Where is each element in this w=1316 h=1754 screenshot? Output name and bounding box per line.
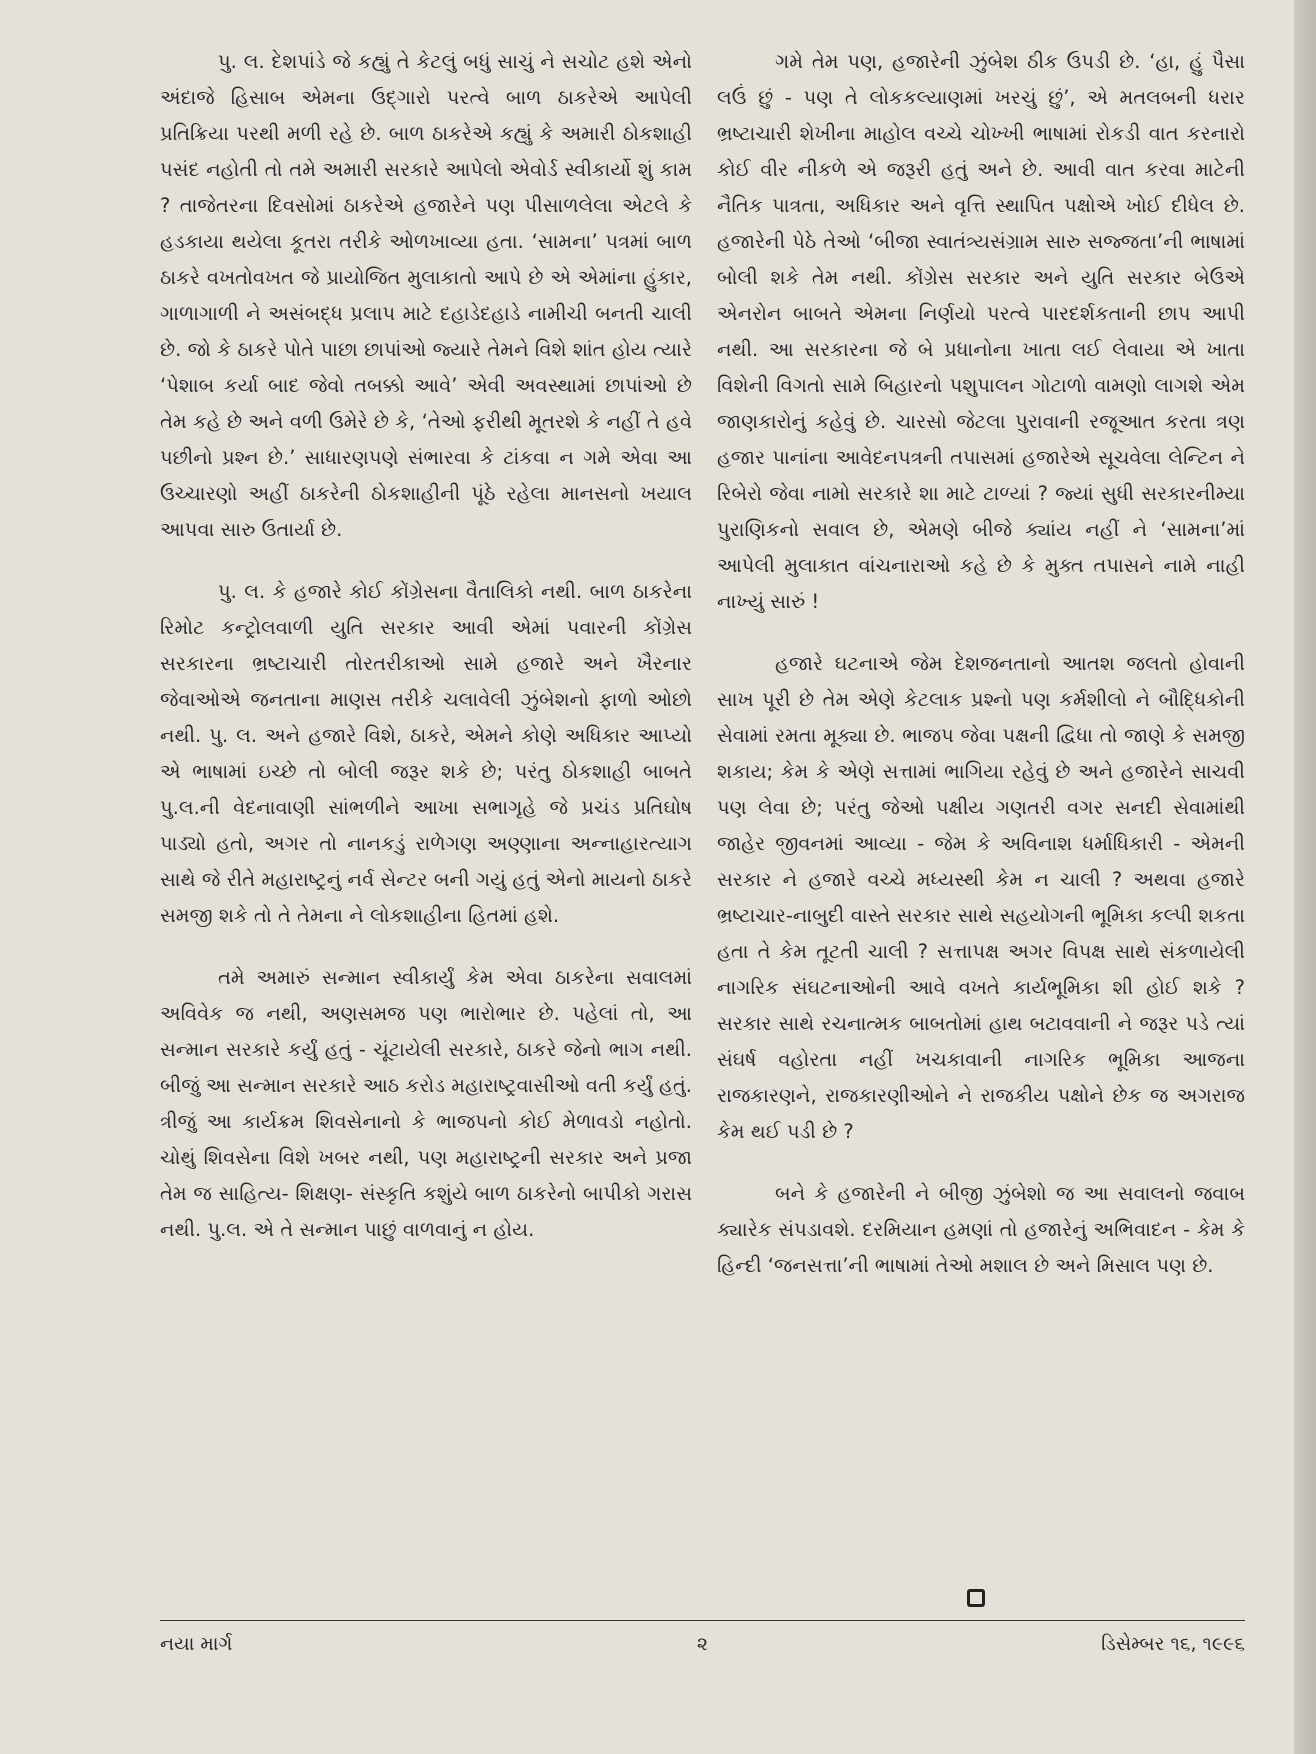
page-number: ૨	[696, 1633, 709, 1655]
page-edge	[1294, 0, 1316, 1754]
right-paragraph-3: બને કે હજારેની ને બીજી ઝુંબેશો જ આ સવાલનો જવાબ ક્યારેક સંપડાવશે. દરમિયાન હમણાં તો હજારેનું અભિવાદન - કેમ કે હિન્દી ‘જનસત્તા’ની ભાષામાં તેઓ મશાલ છે અને મિસાલ પણ છે.	[717, 1182, 1245, 1277]
footer-divider	[160, 1620, 1245, 1621]
right-paragraph-2: હજારે ઘટનાએ જેમ દેશજનતાનો આતશ જલતો હોવાની સાખ પૂરી છે તેમ એણે કેટલાક પ્રશ્નો પણ કર્મશીલો ને બૌદ્ધિકોની સેવામાં રમતા મૂક્યા છે. ભાજપ જેવા પક્ષની દ્વિધા તો જાણે કે સમજી શકાય; કેમ કે એણે સત્તામાં ભાગિયા રહેવું છે અને હજારેને સાચવી પણ લેવા છે; પરંતુ જેઓ પક્ષીય ગણતરી વગર સનદી સેવામાંથી જાહેર જીવનમાં આવ્યા - જેમ કે અવિનાશ ધર્માધિકારી - એમની સરકાર ને હજારે વચ્ચે મધ્યસ્થી કેમ ન ચાલી ? અથવા હજારે ભ્રષ્ટાચાર-નાબુદી વાસ્તે સરકાર સાથે સહયોગની ભૂમિકા કલ્પી શકતા હતા તે કેમ તૂટતી ચાલી ? સત્તાપક્ષ અગર વિપક્ષ સાથે સંકળાયેલી નાગરિક સંઘટનાઓની આવે વખતે કાર્યભૂમિકા શી હોઈ શકે ? સરકાર સાથે રચનાત્મક બાબતોમાં હાથ બટાવવાની ને જરૂર પડે ત્યાં સંઘર્ષ વહોરતા નહીં ખચકાવાની નાગરિક ભૂમિકા આજના રાજકારણને, રાજકારણીઓને ને રાજકીય પક્ષોને છેક જ અગરાજ કેમ થઈ પડી છે ?	[717, 652, 1245, 1143]
issue-date: ડિસેમ્બર ૧૬, ૧૯૯૬	[1101, 1633, 1245, 1655]
left-paragraph-3: તમે અમારું સન્માન સ્વીકાર્યું કેમ એવા ઠાકરેના સવાલમાં અવિવેક જ નથી, અણસમજ પણ ભારોભાર છે. પહેલાં તો, આ સન્માન સરકારે કર્યું હતું - ચૂંટાયેલી સરકારે, ઠાકરે જેનો ભાગ નથી. બીજું આ સન્માન સરકારે આઠ કરોડ મહારાષ્ટ્રવાસીઓ વતી કર્યું હતું. ત્રીજું આ કાર્યક્રમ શિવસેનાનો કે ભાજપનો કોઈ મેળાવડો નહોતો. ચોથું શિવસેના વિશે ખબર નથી, પણ મહારાષ્ટ્રની સરકાર અને પ્રજા તેમ જ સાહિત્ય- શિક્ષણ- સંસ્કૃતિ કશુંયે બાળ ઠાકરેનો બાપીકો ગરાસ નથી. પુ.લ. એ તે સન્માન પાછું વાળવાનું ન હોય.	[160, 966, 692, 1241]
left-paragraph-1: પુ. લ. દેશપાંડે જે કહ્યું તે કેટલું બધું સાચું ને સચોટ હશે એનો અંદાજે હિસાબ એમના ઉદ્‌ગારો પરત્વે બાળ ઠાકરેએ આપેલી પ્રતિક્રિયા પરથી મળી રહે છે. બાળ ઠાકરેએ કહ્યું કે અમારી ઠોકશાહી પસંદ નહોતી તો તમે અમારી સરકારે આપેલો એવોર્ડ સ્વીકાર્યો શું કામ ? તાજેતરના દિવસોમાં ઠાકરેએ હજારેને પણ પીસાળલેલા એટલે કે હડકાયા થયેલા કૂતરા તરીકે ઓળખાવ્યા હતા. ‘સામના’ પત્રમાં બાળ ઠાકરે વખતોવખત જે પ્રાયોજિત મુલાકાતો આપે છે એ એમાંના હુંકાર, ગાળાગાળી ને અસંબદ્ધ પ્રલાપ માટે દહાડેદહાડે નામીચી બનતી ચાલી છે. જો કે ઠાકરે પોતે પાછા છાપાંઓ જ્યારે તેમને વિશે શાંત હોય ત્યારે ‘પેશાબ કર્યા બાદ જેવો તબક્કો આવે’ એવી અવસ્થામાં છાપાંઓ છે તેમ કહે છે અને વળી ઉમેરે છે કે, ‘તેઓ ફરીથી મૂતરશે કે નહીં તે હવે પછીનો પ્રશ્ન છે.’ સાધારણપણે સંભારવા કે ટાંકવા ન ગમે એવા આ ઉચ્ચારણો અહીં ઠાકરેની ઠોકશાહીની પૂંઠે રહેલા માનસનો ખયાલ આપવા સારુ ઉતાર્યા છે.	[160, 50, 692, 541]
right-paragraph-1: ગમે તેમ પણ, હજારેની ઝુંબેશ ઠીક ઉપડી છે. ‘હા, હું પૈસા લઉં છું - પણ તે લોકકલ્યાણમાં ખરચું છું’, એ મતલબની ધરાર ભ્રષ્ટાચારી શેખીના માહોલ વચ્ચે ચોખ્ખી ભાષામાં રોકડી વાત કરનારો કોઈ વીર નીકળે એ જરૂરી હતું અને છે. આવી વાત કરવા માટેની નૈતિક પાત્રતા, અધિકાર અને વૃત્તિ સ્થાપિત પક્ષોએ ખોઈ દીધેલ છે. હજારેની પેઠે તેઓ ‘બીજા સ્વાતંત્ર્યસંગ્રામ સારુ સજ્જતા’ની ભાષામાં બોલી શકે તેમ નથી. કોંગ્રેસ સરકાર અને યુતિ સરકાર બેઉએ એનરોન બાબતે એમના નિર્ણયો પરત્વે પારદર્શકતાની છાપ આપી નથી. આ સરકારના જે બે પ્રધાનોના ખાતા લઈ લેવાયા એ ખાતા વિશેની વિગતો સામે બિહારનો પશુપાલન ગોટાળો વામણો લાગશે એમ જાણકારોનું કહેવું છે. ચારસો જેટલા પુરાવાની રજૂઆત કરતા ત્રણ હજાર પાનાંના આવેદનપત્રની તપાસમાં હજારેએ સૂચવેલા લેન્ટિન ને રિબેરો જેવા નામો સરકારે શા માટે ટાળ્યાં ? જ્યાં સુધી સરકારનીમ્યા પુરાણિકનો સવાલ છે, એમણે બીજે ક્યાંય નહીં ને ‘સામના’માં આપેલી મુલાકાત વાંચનારાઓ કહે છે કે મુક્ત તપાસને નામે નાહી નાખ્યું સારું !	[717, 50, 1245, 613]
publication-name: નયા માર્ગ	[160, 1633, 233, 1655]
page-footer	[160, 1624, 1245, 1664]
right-column	[717, 44, 1245, 1284]
left-column	[160, 44, 692, 1248]
article-end-square-icon	[967, 1589, 985, 1607]
left-paragraph-2: પુ. લ. કે હજારે કોઈ કોંગ્રેસના વૈતાલિકો નથી. બાળ ઠાકરેના રિમોટ કન્ટ્રોલવાળી યુતિ સરકાર આવી એમાં પવારની કોંગ્રેસ સરકારના ભ્રષ્ટાચારી તોરતરીકાઓ સામે હજારે અને ખૈરનાર જેવાઓએ જનતાના માણસ તરીકે ચલાવેલી ઝુંબેશનો ફાળો ઓછો નથી. પુ. લ. અને હજારે વિશે, ઠાકરે, એમને કોણે અધિકાર આપ્યો એ ભાષામાં ઇચ્છે તો બોલી જરૂર શકે છે; પરંતુ ઠોકશાહી બાબતે પુ.લ.ની વેદનાવાણી સાંભળીને આખા સભાગૃહે જે પ્રચંડ પ્રતિઘોષ પાડ્યો હતો, અગર તો નાનકડું રાળેગણ અણ્ણાના અન્નાહારત્યાગ સાથે જે રીતે મહારાષ્ટ્રનું નર્વ સેન્ટર બની ગયું હતું એનો માયનો ઠાકરે સમજી શકે તો તે તેમના ને લોકશાહીના હિતમાં હશે.	[160, 580, 692, 927]
